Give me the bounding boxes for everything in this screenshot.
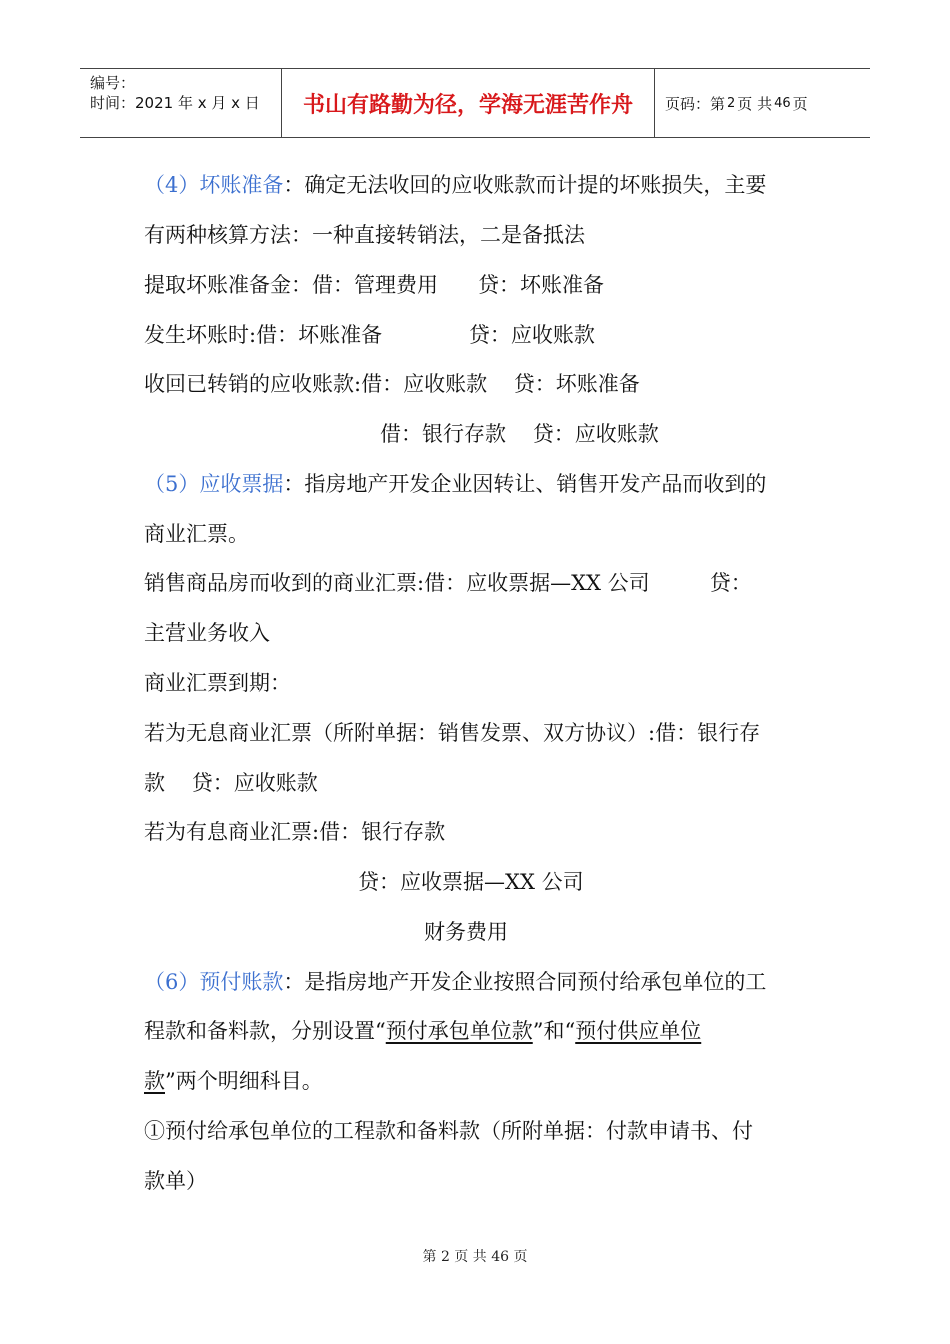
header-motto: 书山有路勤为径，学海无涯苦作舟: [282, 69, 655, 137]
entry-xiaoshou: 销售商品房而收到的商业汇票:借：应收票据—XX 公司 贷：: [144, 571, 752, 595]
entry-dai: 贷：应收票据—XX 公司: [358, 870, 584, 894]
section-4-heading: [144, 170, 766, 200]
section-6-heading: [144, 967, 766, 997]
section-6-title: 预付账款: [199, 970, 284, 994]
page-prefix: 页码：第: [665, 94, 726, 113]
number-label: 编号：: [90, 74, 136, 92]
section-4-title: 坏账准备: [199, 173, 284, 197]
section-6-text-a: 程款和备料款，分别设置“: [144, 1019, 386, 1043]
section-4-number: （4）: [144, 173, 200, 197]
page-footer: 第 2 页 共 46 页: [422, 1249, 528, 1265]
link-yufu-gongying-cont[interactable]: 款: [144, 1069, 165, 1093]
entry-wuxi-1: 若为无息商业汇票（所附单据：销售发票、双方协议）:借：银行存: [144, 721, 761, 745]
section-6-text-end: [144, 1066, 323, 1096]
entry-fasheng: 发生坏账时:借：坏账准备 贷：应收账款: [144, 323, 595, 347]
header-page-info: [655, 69, 870, 137]
section-6-text: ：是指房地产开发企业按照合同预付给承包单位的工: [283, 970, 767, 994]
section-4-text: ：确定无法收回的应收账款而计提的坏账损失，主要: [283, 173, 767, 197]
page-suffix: 页: [792, 94, 808, 113]
entry-zhuying: 主营业务收入: [144, 621, 270, 645]
section-6-number: （6）: [144, 970, 200, 994]
entry-wuxi-2: 款 贷：应收账款: [144, 771, 318, 795]
page-mid: 页 共: [737, 94, 773, 113]
page-total: 46: [774, 95, 791, 111]
section-5-text: ：指房地产开发企业因转让、销售开发产品而收到的: [283, 472, 767, 496]
page-header: [80, 68, 870, 138]
entry-yufu-2: 款单）: [144, 1169, 207, 1193]
link-yufu-gongying[interactable]: 预付供应单位: [575, 1019, 702, 1043]
section-6-text-c: ”两个明细科目。: [165, 1069, 323, 1093]
entry-caiwu: 财务费用: [424, 920, 508, 944]
section-4-text-cont: 有两种核算方法：一种直接转销法，二是备抵法: [144, 223, 585, 247]
section-5-text-cont: 商业汇票。: [144, 522, 249, 546]
time-label: 时间：2021 年 x 月 x 日: [90, 94, 260, 112]
entry-yinhang: 借：银行存款 贷：应收账款: [380, 422, 659, 446]
page-number: 2: [727, 95, 736, 111]
entry-shouhui: 收回已转销的应收账款:借：应收账款 贷：坏账准备: [144, 372, 640, 396]
entry-yufu-1: ①预付给承包单位的工程款和备料款（所附单据：付款申请书、付: [144, 1119, 753, 1143]
entry-daoqi: 商业汇票到期：: [144, 671, 291, 695]
link-yufu-chengbao[interactable]: 预付承包单位款: [385, 1019, 533, 1043]
section-5-heading: [144, 469, 766, 499]
header-meta: [80, 69, 282, 137]
entry-tiqu: 提取坏账准备金：借：管理费用 贷：坏账准备: [144, 273, 605, 297]
section-5-title: 应收票据: [199, 472, 284, 496]
entry-youxi: 若为有息商业汇票:借：银行存款: [144, 820, 446, 844]
section-6-text-b: ”和“: [532, 1019, 576, 1043]
section-6-text-cont: [144, 1016, 701, 1046]
section-5-number: （5）: [144, 472, 200, 496]
